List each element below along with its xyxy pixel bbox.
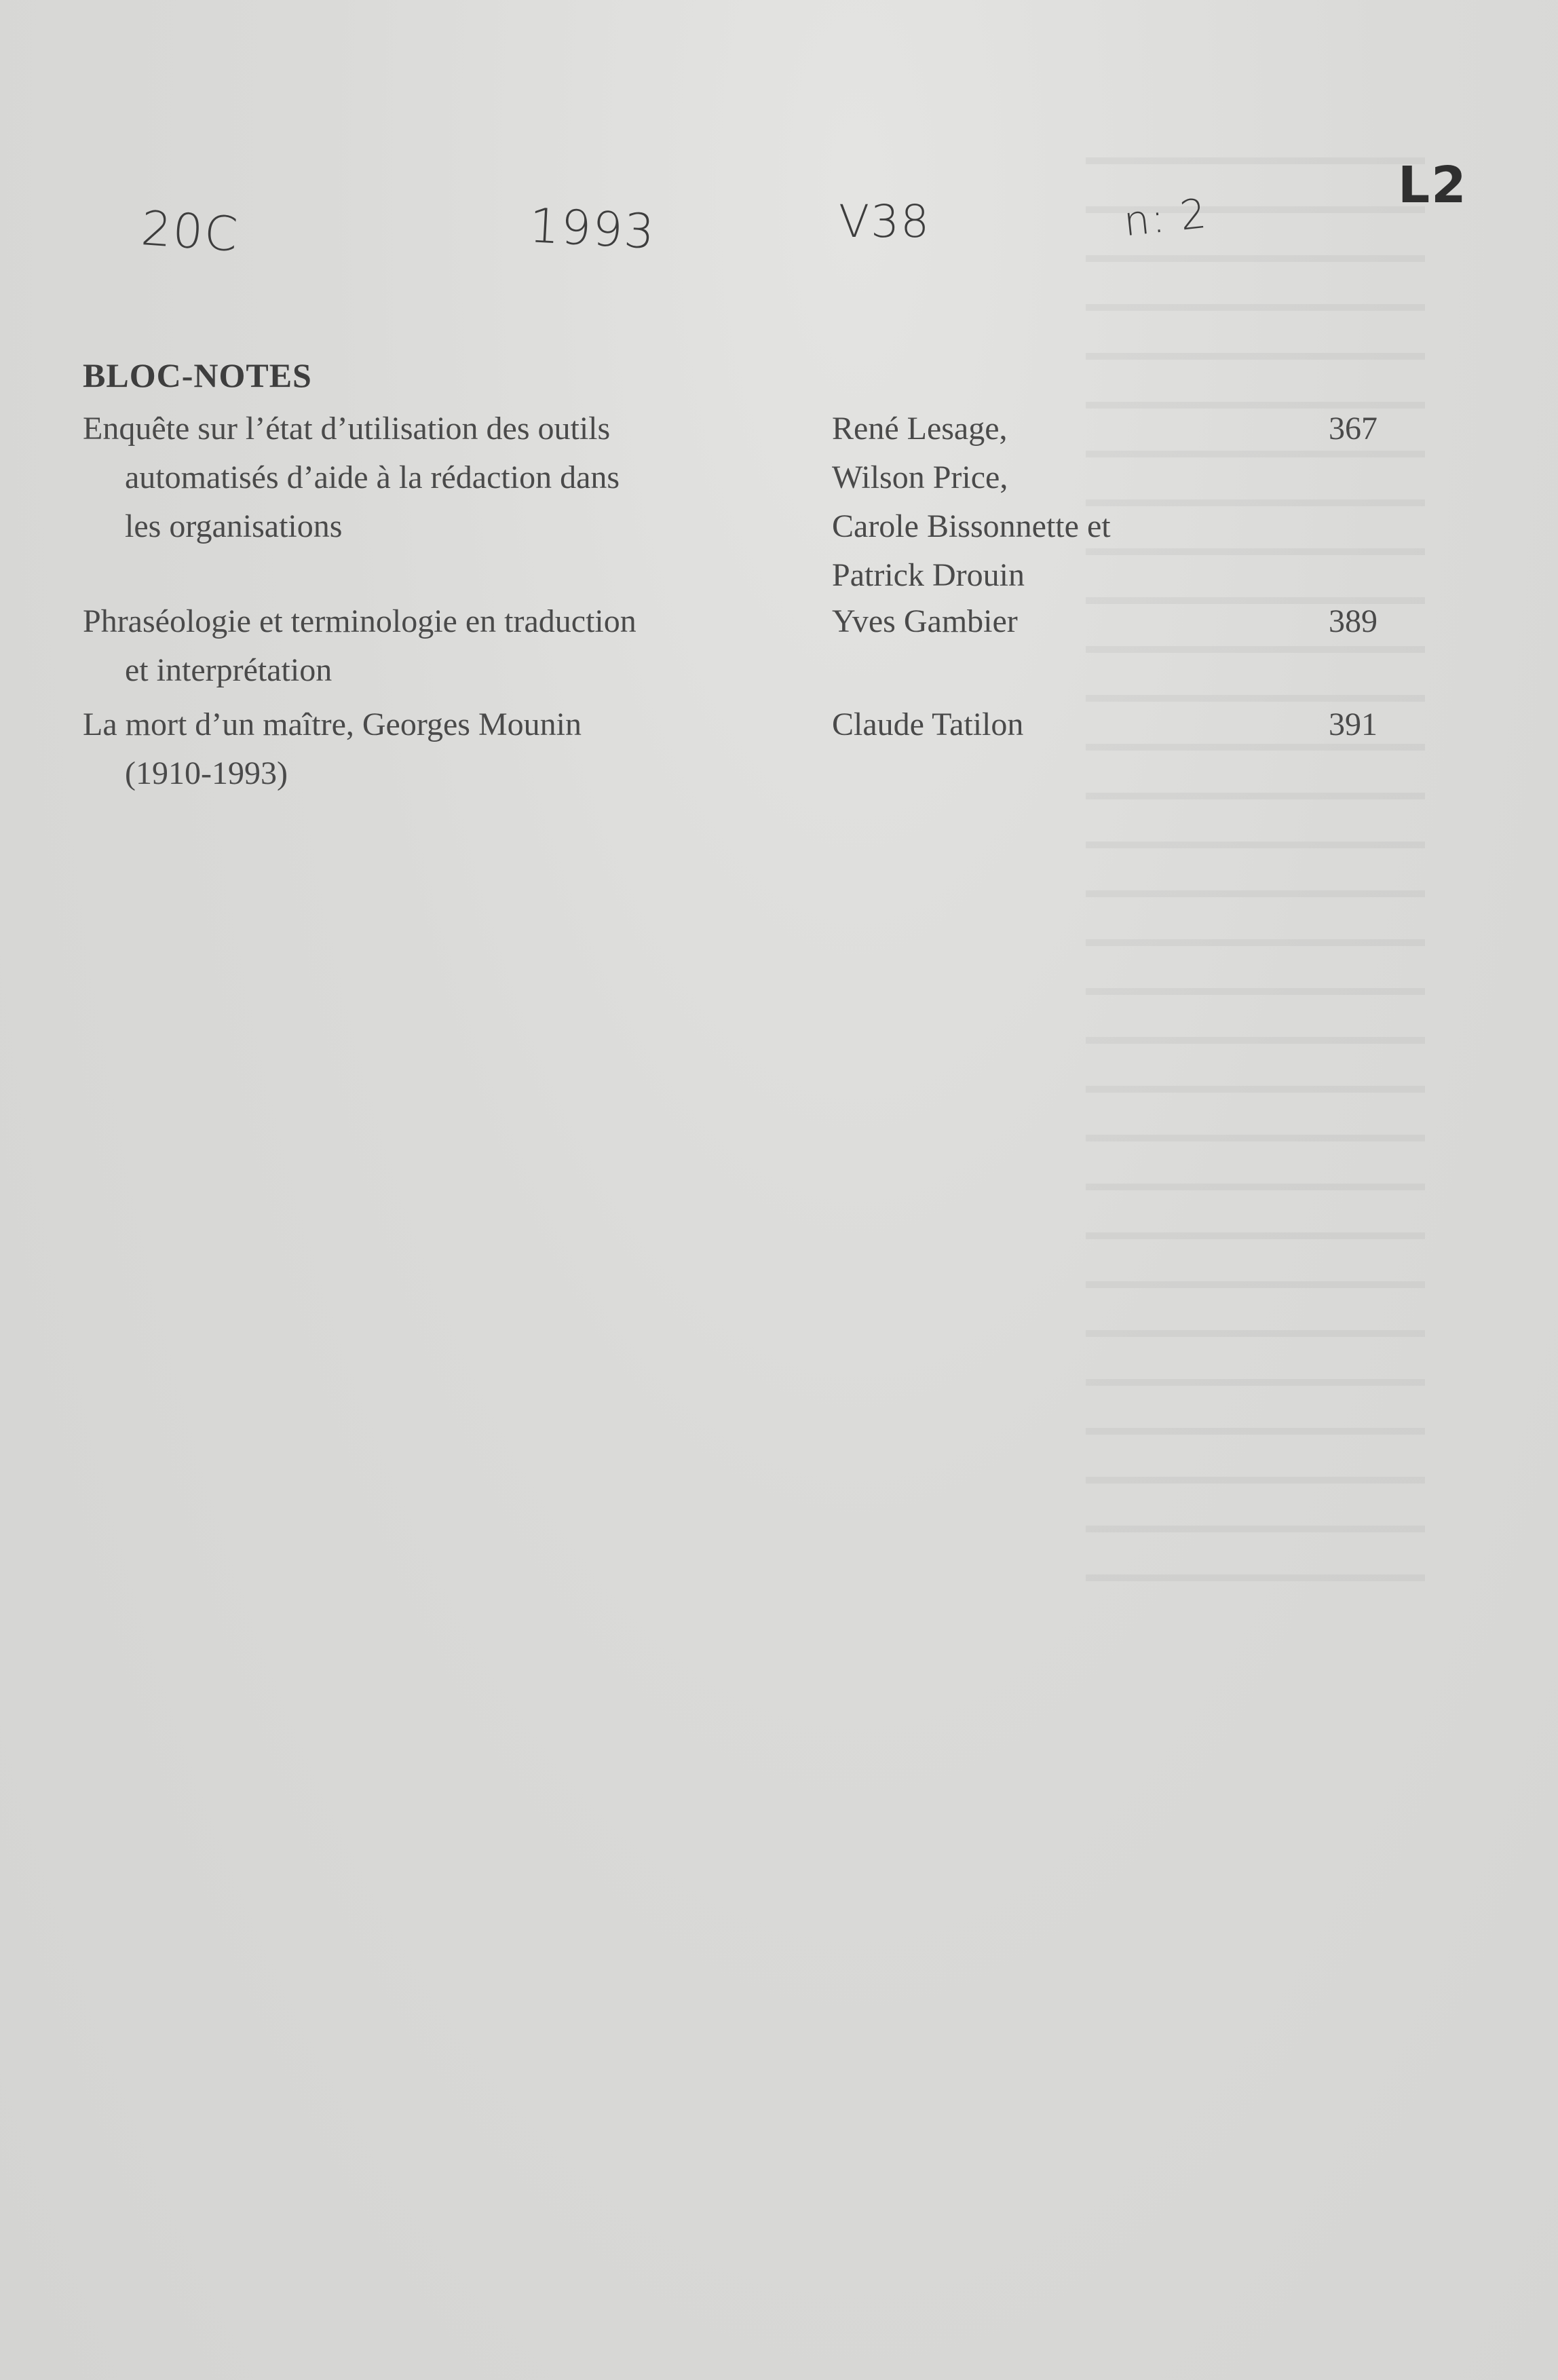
- handwritten-note-year: 1993: [527, 197, 658, 260]
- entry-title-line: La mort d’un maître, Georges Mounin: [83, 706, 582, 742]
- handwritten-note-shelf: L2: [1398, 156, 1468, 214]
- reverse-side-bleed: [1086, 122, 1425, 1615]
- entry-page-number: 367: [1329, 411, 1378, 447]
- entry-authors: [832, 700, 1266, 749]
- entry-title: [83, 404, 761, 551]
- entry-author: Wilson Price,: [832, 459, 1008, 495]
- entry-title: [83, 700, 761, 798]
- entry-title-line: et interprétation: [125, 652, 332, 688]
- entry-author: Yves Gambier: [832, 603, 1018, 639]
- entry-title-line: Enquête sur l’état d’utilisation des outils: [83, 411, 611, 447]
- entry-author: René Lesage,: [832, 411, 1008, 447]
- section-title: BLOC-NOTES: [83, 356, 312, 394]
- entry-page-number: 391: [1329, 706, 1378, 742]
- entry-authors: [832, 404, 1266, 600]
- entry-title-line: (1910-1993): [125, 755, 288, 791]
- handwritten-note-call-number: 20C: [139, 200, 241, 263]
- handwritten-note-issue: n: 2: [1121, 189, 1210, 246]
- entry-title-line: automatisés d’aide à la rédaction dans: [125, 459, 620, 495]
- entry-title-line: Phraséologie et terminologie en traduction: [83, 603, 636, 639]
- entry-title-line: les organisations: [125, 508, 343, 544]
- entry-author: Carole Bissonnette et: [832, 508, 1111, 544]
- handwritten-note-volume: V38: [839, 195, 931, 248]
- entry-authors: [832, 597, 1266, 646]
- entry-author: Claude Tatilon: [832, 706, 1024, 742]
- entry-page-number: 389: [1329, 603, 1378, 639]
- entry-title: [83, 597, 761, 695]
- entry-author: Patrick Drouin: [832, 557, 1025, 593]
